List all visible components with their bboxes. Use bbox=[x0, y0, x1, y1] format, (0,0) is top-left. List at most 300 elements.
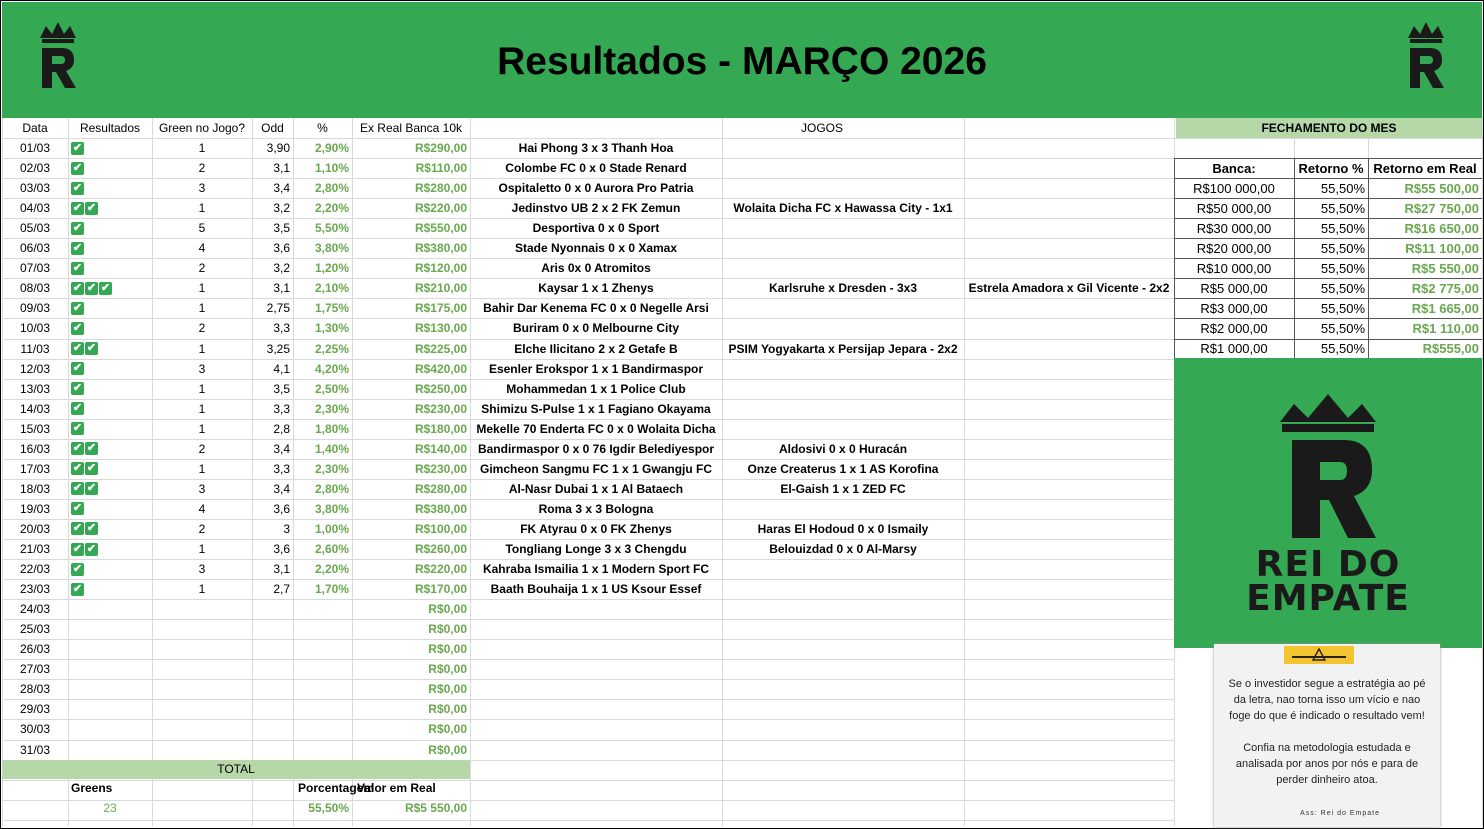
brand-name-line2: EMPATE bbox=[1246, 578, 1410, 619]
row-game-3 bbox=[964, 479, 1174, 499]
row-pct: 2,20% bbox=[314, 562, 349, 577]
fech-real: R$1 110,00 bbox=[1412, 320, 1479, 336]
row-green-count: 1 bbox=[198, 582, 206, 597]
row-result-checks bbox=[68, 619, 152, 639]
row-date: 05/03 bbox=[19, 221, 51, 236]
check-icon: ✔ bbox=[72, 161, 83, 174]
check-icon: ✔ bbox=[86, 482, 97, 495]
row-result-checks bbox=[68, 258, 152, 278]
row-result-checks bbox=[68, 439, 152, 459]
check-icon: ✔ bbox=[86, 201, 97, 214]
row-real: R$0,00 bbox=[428, 702, 467, 717]
brand-name-line1: REI DO bbox=[1255, 544, 1401, 585]
row-game-3 bbox=[964, 399, 1174, 419]
fech-pct: 55,50% bbox=[1320, 280, 1365, 296]
row-game-1: Colombe FC 0 x 0 Stade Renard bbox=[505, 161, 687, 176]
row-game-2: El-Gaish 1 x 1 ZED FC bbox=[780, 481, 906, 496]
row-result-checks bbox=[68, 579, 152, 599]
check-icon: ✔ bbox=[72, 482, 83, 495]
row-real: R$420,00 bbox=[414, 361, 467, 376]
row-pct: 1,20% bbox=[314, 261, 349, 276]
total-real-value: R$5 550,00 bbox=[404, 800, 467, 815]
row-green-count: 1 bbox=[198, 201, 206, 216]
row-odd bbox=[252, 740, 293, 760]
row-pct: 1,40% bbox=[314, 441, 349, 456]
check-icon: ✔ bbox=[86, 522, 97, 535]
row-game-3 bbox=[964, 519, 1174, 539]
check-icon: ✔ bbox=[72, 422, 83, 435]
note-paragraph-2: Confia na metodologia estudada e analisada por anos por nós e para de perder dinheiro atoa. bbox=[1235, 742, 1419, 786]
row-game-2 bbox=[722, 599, 964, 619]
row-game-2 bbox=[722, 619, 964, 639]
row-result-checks bbox=[68, 178, 152, 198]
check-icon: ✔ bbox=[72, 221, 83, 234]
row-green-count: 1 bbox=[198, 401, 206, 416]
row-odd bbox=[252, 679, 293, 699]
row-date: 06/03 bbox=[19, 241, 51, 256]
row-pct: 4,20% bbox=[314, 361, 349, 376]
row-game-1: Kaysar 1 x 1 Zhenys bbox=[538, 281, 654, 296]
row-date: 30/03 bbox=[19, 722, 51, 737]
row-game-2 bbox=[722, 419, 964, 439]
row-game-1: Bandirmaspor 0 x 0 76 Igdir Belediyespor bbox=[477, 441, 715, 456]
row-odd: 3,4 bbox=[273, 181, 290, 196]
brand-panel bbox=[1174, 358, 1482, 648]
row-game-3 bbox=[964, 298, 1174, 318]
row-game-3 bbox=[964, 138, 1174, 158]
fechamento-title: FECHAMENTO DO MES bbox=[1176, 118, 1482, 138]
row-game-1: Al-Nasr Dubai 1 x 1 Al Bataech bbox=[508, 481, 684, 496]
row-real: R$175,00 bbox=[414, 301, 467, 316]
row-pct bbox=[293, 619, 352, 639]
col-header-jogos: JOGOS bbox=[800, 121, 843, 135]
check-icon: ✔ bbox=[72, 442, 83, 455]
row-game-1: Buriram 0 x 0 Melbourne City bbox=[512, 321, 680, 336]
check-icon: ✔ bbox=[72, 241, 83, 254]
row-result-checks bbox=[68, 198, 152, 218]
row-green-count: 2 bbox=[198, 321, 206, 336]
row-game-2 bbox=[722, 719, 964, 739]
row-real: R$220,00 bbox=[414, 201, 467, 216]
row-game-1 bbox=[470, 679, 722, 699]
row-game-2: Onze Createrus 1 x 1 AS Korofina bbox=[747, 461, 939, 476]
row-green-count bbox=[152, 740, 252, 760]
row-pct: 2,80% bbox=[314, 481, 349, 496]
row-game-3 bbox=[964, 419, 1174, 439]
fech-pct: 55,50% bbox=[1320, 341, 1365, 357]
row-odd: 3,4 bbox=[273, 481, 290, 496]
row-result-checks bbox=[68, 419, 152, 439]
row-odd: 3,1 bbox=[273, 281, 290, 296]
row-game-2 bbox=[722, 379, 964, 399]
note-signature: Ass: Rei do Empate bbox=[1300, 810, 1380, 817]
fech-pct: 55,50% bbox=[1320, 240, 1365, 256]
row-date: 20/03 bbox=[19, 521, 51, 536]
row-real: R$220,00 bbox=[414, 562, 467, 577]
row-green-count: 2 bbox=[198, 521, 206, 536]
row-real: R$225,00 bbox=[414, 341, 467, 356]
row-pct bbox=[293, 740, 352, 760]
check-icon: ✔ bbox=[86, 542, 97, 555]
row-date: 22/03 bbox=[19, 562, 51, 577]
row-game-3 bbox=[964, 579, 1174, 599]
row-result-checks bbox=[68, 659, 152, 679]
fech-real: R$16 650,00 bbox=[1404, 220, 1479, 236]
row-game-1: FK Atyrau 0 x 0 FK Zhenys bbox=[520, 521, 672, 536]
row-game-3 bbox=[964, 359, 1174, 379]
row-odd: 3,3 bbox=[273, 461, 290, 476]
row-date: 02/03 bbox=[19, 161, 51, 176]
fech-header-pct: Retorno % bbox=[1298, 160, 1364, 176]
row-pct: 1,00% bbox=[314, 521, 349, 536]
row-odd bbox=[252, 599, 293, 619]
row-green-count: 4 bbox=[198, 501, 206, 516]
check-icon: ✔ bbox=[72, 281, 83, 294]
check-icon: ✔ bbox=[72, 342, 83, 355]
row-game-1: Gimcheon Sangmu FC 1 x 1 Gwangju FC bbox=[479, 461, 713, 476]
row-result-checks bbox=[68, 459, 152, 479]
row-game-3 bbox=[964, 238, 1174, 258]
row-pct bbox=[293, 639, 352, 659]
row-game-1: Bahir Dar Kenema FC 0 x 0 Negelle Arsi bbox=[483, 301, 709, 316]
row-game-3 bbox=[964, 559, 1174, 579]
row-pct: 1,75% bbox=[314, 301, 349, 316]
note-paragraph-1: Se o investidor segue a estratégia ao pé da letra, nao torna isso um vício e nao foge do que é indicado o resultado vem! bbox=[1228, 678, 1426, 722]
real-label: Valor em Real bbox=[357, 781, 436, 796]
row-game-2 bbox=[722, 138, 964, 158]
row-date: 15/03 bbox=[19, 421, 51, 436]
col-header-odd: Odd bbox=[261, 121, 284, 135]
row-real: R$230,00 bbox=[414, 461, 467, 476]
row-odd bbox=[252, 619, 293, 639]
row-green-count: 5 bbox=[198, 221, 206, 236]
row-real: R$230,00 bbox=[414, 401, 467, 416]
check-icon: ✔ bbox=[72, 382, 83, 395]
row-game-3 bbox=[964, 619, 1174, 639]
row-date: 24/03 bbox=[19, 602, 51, 617]
row-green-count bbox=[152, 699, 252, 719]
row-game-2 bbox=[722, 699, 964, 719]
check-icon: ✔ bbox=[72, 301, 83, 314]
row-odd: 3,25 bbox=[266, 341, 290, 356]
fech-real: R$1 665,00 bbox=[1411, 300, 1479, 316]
fech-banca: R$30 000,00 bbox=[1196, 220, 1272, 236]
row-game-2: Aldosivi 0 x 0 Huracán bbox=[778, 441, 908, 456]
row-pct: 3,80% bbox=[314, 241, 349, 256]
row-date: 10/03 bbox=[19, 321, 51, 336]
check-icon: ✔ bbox=[72, 402, 83, 415]
row-game-3 bbox=[964, 258, 1174, 278]
row-green-count bbox=[152, 719, 252, 739]
row-game-1: Roma 3 x 3 Bologna bbox=[538, 501, 654, 516]
row-game-2: Haras El Hodoud 0 x 0 Ismaily bbox=[757, 521, 929, 536]
row-game-1: Tongliang Longe 3 x 3 Chengdu bbox=[505, 542, 687, 557]
row-game-1: Kahraba Ismailia 1 x 1 Modern Sport FC bbox=[482, 562, 710, 577]
row-green-count bbox=[152, 599, 252, 619]
row-pct: 2,60% bbox=[314, 542, 349, 557]
row-odd: 3,1 bbox=[273, 161, 290, 176]
row-green-count: 2 bbox=[198, 161, 206, 176]
fech-pct: 55,50% bbox=[1320, 180, 1365, 196]
row-green-count: 1 bbox=[198, 281, 206, 296]
row-green-count: 1 bbox=[198, 461, 206, 476]
row-game-2 bbox=[722, 158, 964, 178]
row-game-1 bbox=[470, 719, 722, 739]
row-odd bbox=[252, 659, 293, 679]
greens-value: 23 bbox=[103, 800, 117, 815]
row-pct: 2,20% bbox=[314, 201, 349, 216]
row-odd: 3,6 bbox=[273, 241, 290, 256]
row-pct bbox=[293, 679, 352, 699]
row-result-checks bbox=[68, 559, 152, 579]
row-game-3 bbox=[964, 178, 1174, 198]
check-icon: ✔ bbox=[72, 522, 83, 535]
row-real: R$280,00 bbox=[414, 481, 467, 496]
row-green-count bbox=[152, 619, 252, 639]
row-game-2 bbox=[722, 298, 964, 318]
row-game-2: Karlsruhe x Dresden - 3x3 bbox=[768, 281, 918, 296]
row-green-count: 1 bbox=[198, 301, 206, 316]
row-odd: 3,6 bbox=[273, 501, 290, 516]
row-date: 21/03 bbox=[19, 542, 51, 557]
row-pct: 5,50% bbox=[314, 221, 349, 236]
row-game-3 bbox=[964, 318, 1174, 338]
row-game-3 bbox=[964, 539, 1174, 559]
row-real: R$110,00 bbox=[415, 161, 467, 176]
fech-pct: 55,50% bbox=[1320, 260, 1365, 276]
fech-banca: R$100 000,00 bbox=[1193, 180, 1275, 196]
row-pct: 2,80% bbox=[314, 181, 349, 196]
row-game-1: Ospitaletto 0 x 0 Aurora Pro Patria bbox=[498, 181, 694, 196]
row-pct: 2,10% bbox=[314, 281, 349, 296]
row-game-1: Aris 0x 0 Atromitos bbox=[541, 261, 651, 276]
row-real: R$0,00 bbox=[428, 662, 467, 677]
row-game-1: Esenler Erokspor 1 x 1 Bandirmaspor bbox=[488, 361, 704, 376]
row-odd: 3,6 bbox=[273, 542, 290, 557]
row-game-2: Belouizdad 0 x 0 Al-Marsy bbox=[769, 542, 917, 557]
row-green-count: 3 bbox=[198, 361, 206, 376]
row-result-checks bbox=[68, 519, 152, 539]
row-game-2 bbox=[722, 359, 964, 379]
row-pct bbox=[293, 659, 352, 679]
row-green-count: 2 bbox=[198, 441, 206, 456]
row-pct: 2,30% bbox=[314, 461, 349, 476]
row-game-3 bbox=[964, 599, 1174, 619]
row-odd: 2,75 bbox=[266, 301, 290, 316]
fech-banca: R$3 000,00 bbox=[1200, 300, 1268, 316]
row-pct: 1,10% bbox=[314, 161, 349, 176]
row-real: R$380,00 bbox=[414, 241, 467, 256]
row-date: 17/03 bbox=[19, 461, 51, 476]
row-game-3 bbox=[964, 439, 1174, 459]
fech-real: R$5 550,00 bbox=[1411, 260, 1479, 276]
row-game-1 bbox=[470, 699, 722, 719]
fech-real: R$27 750,00 bbox=[1404, 200, 1479, 216]
row-date: 11/03 bbox=[20, 341, 50, 356]
row-game-2 bbox=[722, 499, 964, 519]
pct-label: Porcentagem bbox=[298, 781, 375, 796]
row-real: R$280,00 bbox=[414, 181, 467, 196]
row-game-2 bbox=[722, 559, 964, 579]
fech-pct: 55,50% bbox=[1320, 320, 1365, 336]
row-game-1: Desportiva 0 x 0 Sport bbox=[532, 221, 660, 236]
row-real: R$140,00 bbox=[414, 441, 467, 456]
row-green-count bbox=[152, 679, 252, 699]
row-result-checks bbox=[68, 379, 152, 399]
row-game-2 bbox=[722, 238, 964, 258]
row-real: R$0,00 bbox=[428, 642, 467, 657]
row-odd bbox=[252, 719, 293, 739]
row-result-checks bbox=[68, 359, 152, 379]
row-result-checks bbox=[68, 639, 152, 659]
row-game-2 bbox=[722, 679, 964, 699]
row-odd: 2,8 bbox=[273, 421, 290, 436]
row-pct bbox=[293, 599, 352, 619]
row-real: R$0,00 bbox=[428, 722, 467, 737]
row-date: 09/03 bbox=[19, 301, 51, 316]
row-game-3 bbox=[964, 659, 1174, 679]
row-date: 13/03 bbox=[19, 381, 51, 396]
warning-icon bbox=[1284, 646, 1354, 664]
row-real: R$0,00 bbox=[428, 682, 467, 697]
fech-real: R$555,00 bbox=[1422, 341, 1479, 357]
row-real: R$550,00 bbox=[414, 221, 467, 236]
fech-banca: R$1 000,00 bbox=[1200, 341, 1268, 357]
fech-pct: 55,50% bbox=[1320, 300, 1365, 316]
row-pct: 1,80% bbox=[314, 421, 349, 436]
row-date: 08/03 bbox=[19, 281, 51, 296]
row-green-count: 1 bbox=[198, 542, 206, 557]
row-odd: 3 bbox=[283, 521, 290, 536]
row-green-count bbox=[152, 659, 252, 679]
row-date: 25/03 bbox=[19, 622, 51, 637]
check-icon: ✔ bbox=[72, 362, 83, 375]
row-real: R$260,00 bbox=[414, 542, 467, 557]
row-date: 16/03 bbox=[19, 441, 51, 456]
check-icon: ✔ bbox=[100, 281, 111, 294]
row-real: R$0,00 bbox=[428, 622, 467, 637]
fech-real: R$11 100,00 bbox=[1405, 240, 1479, 256]
row-date: 26/03 bbox=[19, 642, 51, 657]
row-game-3 bbox=[964, 740, 1174, 760]
check-icon: ✔ bbox=[72, 201, 83, 214]
row-result-checks bbox=[68, 699, 152, 719]
row-result-checks bbox=[68, 679, 152, 699]
col-header-real: Ex Real Banca 10k bbox=[359, 121, 463, 135]
row-date: 07/03 bbox=[19, 261, 51, 276]
row-green-count: 4 bbox=[198, 241, 206, 256]
row-game-3 bbox=[964, 679, 1174, 699]
check-icon: ✔ bbox=[86, 462, 97, 475]
total-label: TOTAL bbox=[2, 760, 470, 779]
row-green-count: 3 bbox=[198, 481, 206, 496]
row-pct: 3,80% bbox=[314, 501, 349, 516]
row-game-3 bbox=[964, 459, 1174, 479]
row-date: 03/03 bbox=[19, 181, 51, 196]
row-pct: 2,90% bbox=[314, 141, 349, 156]
row-game-1 bbox=[470, 599, 722, 619]
row-real: R$0,00 bbox=[428, 602, 467, 617]
check-icon: ✔ bbox=[72, 562, 83, 575]
row-date: 19/03 bbox=[19, 501, 51, 516]
row-game-3 bbox=[964, 499, 1174, 519]
row-result-checks bbox=[68, 399, 152, 419]
row-pct: 2,50% bbox=[314, 381, 349, 396]
row-result-checks bbox=[68, 719, 152, 739]
row-real: R$210,00 bbox=[414, 281, 467, 296]
row-game-2 bbox=[722, 178, 964, 198]
row-game-3 bbox=[964, 719, 1174, 739]
row-date: 18/03 bbox=[19, 481, 51, 496]
row-pct: 2,30% bbox=[314, 401, 349, 416]
row-game-2 bbox=[722, 399, 964, 419]
col-header-data: Data bbox=[22, 121, 48, 135]
row-game-2 bbox=[722, 639, 964, 659]
row-real: R$120,00 bbox=[414, 261, 467, 276]
row-game-3 bbox=[964, 218, 1174, 238]
check-icon: ✔ bbox=[72, 542, 83, 555]
row-result-checks bbox=[68, 138, 152, 158]
row-green-count: 1 bbox=[198, 341, 206, 356]
row-odd: 3,90 bbox=[266, 141, 290, 156]
note-text bbox=[1222, 676, 1432, 788]
row-game-2: Wolaita Dicha FC x Hawassa City - 1x1 bbox=[733, 201, 953, 216]
row-game-2 bbox=[722, 218, 964, 238]
row-game-2 bbox=[722, 579, 964, 599]
row-date: 14/03 bbox=[19, 401, 51, 416]
col-header-green: Green no Jogo? bbox=[158, 121, 246, 135]
row-game-3 bbox=[964, 158, 1174, 178]
row-game-3 bbox=[964, 699, 1174, 719]
row-game-1: Shimizu S-Pulse 1 x 1 Fagiano Okayama bbox=[481, 401, 711, 416]
row-green-count: 1 bbox=[198, 421, 206, 436]
row-result-checks bbox=[68, 339, 152, 359]
row-green-count: 2 bbox=[198, 261, 206, 276]
row-game-1: Hai Phong 3 x 3 Thanh Hoa bbox=[518, 141, 674, 156]
row-result-checks bbox=[68, 599, 152, 619]
row-game-3 bbox=[964, 339, 1174, 359]
row-real: R$130,00 bbox=[414, 321, 467, 336]
fech-pct: 55,50% bbox=[1320, 220, 1365, 236]
row-game-1: Stade Nyonnais 0 x 0 Xamax bbox=[514, 241, 678, 256]
row-result-checks bbox=[68, 238, 152, 258]
page-title: Resultados - MARÇO 2026 bbox=[497, 40, 987, 83]
row-game-3 bbox=[964, 379, 1174, 399]
row-pct: 1,30% bbox=[314, 321, 349, 336]
row-game-2 bbox=[722, 318, 964, 338]
sticky-note bbox=[1214, 644, 1440, 827]
row-odd: 3,3 bbox=[273, 401, 290, 416]
check-icon: ✔ bbox=[86, 442, 97, 455]
row-real: R$0,00 bbox=[428, 742, 467, 757]
row-date: 01/03 bbox=[19, 141, 51, 156]
fech-banca: R$50 000,00 bbox=[1196, 200, 1272, 216]
row-game-1 bbox=[470, 740, 722, 760]
row-real: R$180,00 bbox=[414, 421, 467, 436]
row-odd: 3,3 bbox=[273, 321, 290, 336]
fech-pct: 55,50% bbox=[1320, 200, 1365, 216]
check-icon: ✔ bbox=[72, 462, 83, 475]
row-game-2: PSIM Yogyakarta x Persijap Jepara - 2x2 bbox=[728, 341, 958, 356]
col-header-resultados: Resultados bbox=[79, 121, 141, 135]
row-game-3: Estrela Amadora x Gil Vicente - 2x2 bbox=[968, 281, 1170, 296]
row-odd bbox=[252, 639, 293, 659]
row-result-checks bbox=[68, 318, 152, 338]
row-real: R$170,00 bbox=[414, 582, 467, 597]
check-icon: ✔ bbox=[72, 141, 83, 154]
check-icon: ✔ bbox=[72, 502, 83, 515]
row-green-count: 1 bbox=[198, 381, 206, 396]
